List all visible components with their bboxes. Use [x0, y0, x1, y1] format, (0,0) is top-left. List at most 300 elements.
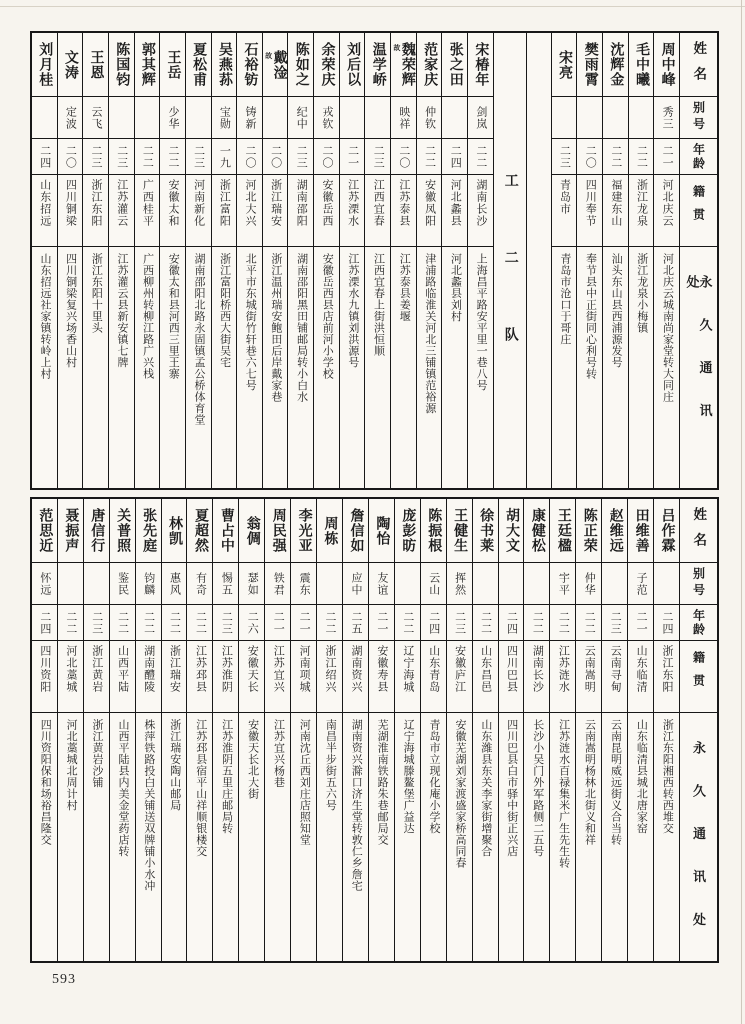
person-address: 广西柳州转柳江路广兴栈	[141, 253, 154, 380]
blank-column	[527, 33, 552, 488]
address-cell	[32, 247, 57, 488]
person-age: 二一	[661, 144, 674, 169]
person-name: 石裕钫	[242, 42, 258, 87]
person-address: 安徽岳西县店前河小学校	[321, 253, 334, 380]
age-cell	[340, 139, 365, 175]
person-alias: 秀三	[661, 105, 674, 130]
origin-cell	[314, 175, 339, 247]
origin-cell	[602, 641, 627, 713]
person-name: 康健松	[529, 508, 545, 553]
person-address: 浙江温州瑞安鲍田后岸戴家巷	[269, 253, 282, 403]
age-cell	[654, 139, 679, 175]
name-cell	[550, 499, 575, 563]
alias-cell	[317, 563, 342, 605]
person-address: 南昌半步街五六号	[324, 719, 337, 811]
age-cell	[136, 605, 161, 641]
origin-cell	[58, 175, 83, 247]
age-cell	[577, 139, 602, 175]
origin-cell	[186, 175, 211, 247]
alias-cell	[468, 97, 493, 139]
person-name: 宋椿年	[473, 42, 489, 87]
person-name: 刘月桂	[37, 42, 53, 87]
age-cell	[314, 139, 339, 175]
name-cell	[32, 499, 57, 563]
alias-cell	[395, 563, 420, 605]
address-cell	[654, 713, 679, 961]
person-age: 二〇	[320, 144, 333, 169]
person-name: 赵维远	[607, 508, 623, 553]
name-cell	[602, 499, 627, 563]
age-cell	[32, 605, 57, 641]
person-age: 二四	[38, 144, 51, 169]
person-column	[317, 499, 343, 961]
person-column	[291, 499, 317, 961]
name-cell	[109, 33, 134, 97]
person-column	[654, 499, 680, 961]
age-cell	[499, 605, 524, 641]
address-cell	[365, 247, 390, 488]
person-column	[263, 33, 289, 488]
person-address: 四川资阳保和场裕昌隆交	[39, 719, 52, 846]
alias-cell	[109, 97, 134, 139]
name-cell	[84, 499, 109, 563]
person-origin: 江苏邳县	[194, 645, 207, 693]
alias-cell	[340, 97, 365, 139]
person-alias: 宇平	[557, 571, 570, 596]
person-origin: 浙江东阳	[661, 645, 674, 693]
person-address: 安徽天长北大街	[246, 719, 259, 800]
person-address: 津浦路临淮关河北三铺镇范裕源	[423, 253, 436, 414]
person-address: 四川巴县白市驿中街正兴店	[505, 719, 518, 857]
person-address: 山东临清县城北唐家窑	[635, 719, 648, 834]
alias-cell	[186, 97, 211, 139]
address-cell	[391, 247, 416, 488]
person-origin: 青岛市	[558, 179, 571, 215]
origin-cell	[417, 175, 442, 247]
person-name: 周中峰	[659, 42, 675, 87]
person-origin: 浙江绍兴	[324, 645, 337, 693]
person-alias: 钧麟	[142, 571, 155, 596]
person-origin: 安徽岳西	[320, 179, 333, 227]
origin-cell	[288, 175, 313, 247]
person-name: 关普照	[115, 508, 131, 553]
name-cell	[160, 33, 185, 97]
person-age: 二二	[141, 144, 154, 169]
person-age: 二四	[427, 610, 440, 635]
person-age: 二二	[474, 144, 487, 169]
address-cell	[340, 247, 365, 488]
person-address: 江苏灌云县新安镇七牌	[115, 253, 128, 368]
alias-cell	[473, 563, 498, 605]
person-name: 沈辉金	[608, 42, 624, 87]
person-alias: 戎钦	[320, 105, 333, 130]
person-column	[391, 33, 417, 488]
alias-cell	[629, 97, 654, 139]
person-age: 二三	[609, 610, 622, 635]
person-column	[84, 499, 110, 961]
person-origin: 江西宜春	[372, 179, 385, 227]
origin-cell	[421, 641, 446, 713]
person-name: 林凯	[167, 515, 183, 546]
origin-cell	[499, 641, 524, 713]
person-address: 北平市东城街竹轩巷六七号	[244, 253, 257, 391]
origin-cell	[187, 641, 212, 713]
age-cell	[239, 605, 264, 641]
person-column	[442, 33, 468, 488]
alias-cell	[160, 97, 185, 139]
alias-cell	[421, 563, 446, 605]
name-cell	[577, 33, 602, 97]
name-cell	[162, 499, 187, 563]
address-cell	[343, 713, 368, 961]
person-origin: 浙江东阳	[90, 179, 103, 227]
origin-cell	[32, 175, 57, 247]
address-cell	[109, 247, 134, 488]
person-alias: 铸新	[243, 105, 256, 130]
person-name: 文涛	[62, 49, 78, 80]
person-address: 云南嵩明杨林北街义和祥	[583, 719, 596, 846]
name-cell	[395, 499, 420, 563]
person-column	[32, 33, 58, 488]
name-cell	[239, 499, 264, 563]
alias-cell	[265, 563, 290, 605]
person-address: 江苏溧水九镇刘洪源号	[346, 253, 359, 368]
alias-cell	[603, 97, 628, 139]
person-age: 二二	[583, 610, 596, 635]
person-alias: 定波	[64, 105, 77, 130]
person-alias: 仲华	[583, 571, 596, 596]
origin-cell	[524, 641, 549, 713]
name-cell	[628, 499, 653, 563]
age-cell	[135, 139, 160, 175]
person-name: 温学峤	[370, 42, 386, 87]
address-cell	[468, 247, 493, 488]
person-column	[160, 33, 186, 488]
name-cell	[237, 33, 262, 97]
person-age: 二四	[505, 610, 518, 635]
person-origin: 山东招远	[38, 179, 51, 227]
person-alias: 怀远	[38, 571, 51, 596]
header-name-label: 姓名	[691, 40, 707, 93]
person-address: 湖南资兴滁口济生堂转敦仁乡詹宅	[350, 719, 363, 892]
person-origin: 河南新化	[192, 179, 205, 227]
person-column	[265, 499, 291, 961]
person-origin: 山东青岛	[427, 645, 440, 693]
person-name: 范家庆	[422, 42, 438, 87]
person-address: 长沙小吴门外军路侧二五号	[531, 719, 544, 857]
alias-cell	[212, 97, 237, 139]
person-age: 二二	[479, 610, 492, 635]
person-address: 江苏邳县宿平山祥顺银楼交	[194, 719, 207, 857]
person-name: 戴淦 故	[264, 49, 287, 80]
address-cell	[550, 713, 575, 961]
person-origin: 安徽寿县	[375, 645, 388, 693]
person-address: 芜湖淮南铁路朱巷邮局交	[376, 719, 389, 846]
person-column	[417, 33, 443, 488]
origin-cell	[160, 175, 185, 247]
header-column	[680, 33, 717, 488]
person-alias: 鉴民	[116, 571, 129, 596]
address-cell	[186, 247, 211, 488]
origin-cell	[654, 641, 679, 713]
person-address: 汕头东山县西浦源发号	[610, 253, 623, 368]
age-cell	[288, 139, 313, 175]
person-origin: 湖南邵阳	[295, 179, 308, 227]
age-cell	[442, 139, 467, 175]
person-age: 二二	[116, 610, 129, 635]
origin-cell	[468, 175, 493, 247]
age-cell	[291, 605, 316, 641]
person-origin: 河北藁城	[64, 645, 77, 693]
person-age: 二三	[90, 144, 103, 169]
person-origin: 浙江龙泉	[635, 179, 648, 227]
person-age: 二一	[272, 610, 285, 635]
origin-cell	[552, 175, 577, 247]
person-column	[58, 33, 84, 488]
name-cell	[365, 33, 390, 97]
header-origin-label: 籍贯	[691, 651, 706, 697]
person-name: 夏超然	[192, 508, 208, 553]
alias-cell	[110, 563, 135, 605]
person-name: 吴燕荪	[216, 42, 232, 87]
name-cell	[629, 33, 654, 97]
person-alias: 宝勋	[218, 105, 231, 130]
person-origin: 湖南长沙	[531, 645, 544, 693]
name-cell	[654, 33, 679, 97]
name-cell	[58, 33, 83, 97]
age-cell	[160, 139, 185, 175]
origin-cell	[391, 175, 416, 247]
person-alias: 云山	[427, 571, 440, 596]
person-column	[239, 499, 265, 961]
alias-cell	[654, 97, 679, 139]
origin-cell	[32, 641, 57, 713]
person-origin: 江苏涟水	[557, 645, 570, 693]
origin-cell	[84, 641, 109, 713]
person-name: 郭其辉	[139, 42, 155, 87]
person-address: 河北庆云城南尚家堂转大同庄	[661, 253, 674, 403]
name-cell	[468, 33, 493, 97]
name-cell	[212, 33, 237, 97]
person-age: 二二	[557, 610, 570, 635]
person-address: 安徽芜湖刘家渡盛家桥高同春	[453, 719, 466, 869]
page-number: 593	[52, 972, 76, 987]
address-cell	[136, 713, 161, 961]
person-name: 庞彭昉	[400, 508, 416, 553]
alias-cell	[576, 563, 601, 605]
name-cell	[343, 499, 368, 563]
name-cell	[186, 33, 211, 97]
person-name: 徐书莱	[478, 508, 494, 553]
age-cell	[576, 605, 601, 641]
address-cell	[369, 713, 394, 961]
person-age: 二二	[167, 144, 180, 169]
person-origin: 河南项城	[298, 645, 311, 693]
person-column	[314, 33, 340, 488]
origin-cell	[395, 641, 420, 713]
person-age: 二一	[375, 610, 388, 635]
person-alias: 剑岚	[474, 105, 487, 130]
origin-cell	[237, 175, 262, 247]
header-address-cell	[680, 713, 717, 961]
name-cell	[263, 33, 288, 97]
alias-cell	[187, 563, 212, 605]
person-age: 二〇	[269, 144, 282, 169]
person-age: 二〇	[243, 144, 256, 169]
address-cell	[602, 713, 627, 961]
person-name: 陈如之	[293, 42, 309, 87]
person-origin: 四川巴县	[505, 645, 518, 693]
person-column	[135, 33, 161, 488]
age-cell	[213, 605, 238, 641]
age-cell	[391, 139, 416, 175]
person-address: 浙江东阳湘西转西堆交	[661, 719, 674, 834]
alias-cell	[213, 563, 238, 605]
address-cell	[603, 247, 628, 488]
person-age: 二三	[295, 144, 308, 169]
alias-cell	[239, 563, 264, 605]
person-alias: 子范	[635, 571, 648, 596]
person-alias: 瑟如	[246, 571, 259, 596]
alias-cell	[343, 563, 368, 605]
address-cell	[524, 713, 549, 961]
person-age: 二六	[246, 610, 259, 635]
person-name: 吕作霖	[659, 508, 675, 553]
roster-table-top	[30, 31, 719, 490]
age-cell	[84, 605, 109, 641]
alias-cell	[32, 97, 57, 139]
person-name: 陈国钧	[114, 42, 130, 87]
section-label	[494, 33, 526, 488]
age-cell	[447, 605, 472, 641]
person-origin: 江苏淮阴	[220, 645, 233, 693]
header-address-label: 永久通讯处	[684, 275, 713, 447]
origin-cell	[340, 175, 365, 247]
person-address: 江苏涟水百禄集米广生先生转	[557, 719, 570, 869]
origin-cell	[58, 641, 83, 713]
person-column	[468, 33, 494, 488]
address-cell	[317, 713, 342, 961]
person-origin: 辽宁海城	[401, 645, 414, 693]
person-origin: 河北庆云	[661, 179, 674, 227]
person-column	[369, 499, 395, 961]
name-cell	[654, 499, 679, 563]
person-column	[213, 499, 239, 961]
header-address-label: 永久通讯处	[691, 741, 706, 956]
name-cell	[187, 499, 212, 563]
person-note: 故	[392, 44, 401, 51]
alias-cell	[602, 563, 627, 605]
person-age: 二二	[635, 144, 648, 169]
alias-cell	[369, 563, 394, 605]
person-name: 范思近	[37, 508, 53, 553]
header-age-cell	[680, 139, 717, 175]
person-name: 周栋	[322, 515, 338, 546]
person-name: 刘后以	[345, 42, 361, 87]
person-address: 安徽太和县河西三里王寨	[167, 253, 180, 380]
header-alias-cell	[680, 563, 717, 605]
origin-cell	[577, 175, 602, 247]
person-address: 青岛市立现化庵小学校	[428, 719, 441, 834]
person-origin: 山东临清	[635, 645, 648, 693]
name-cell	[417, 33, 442, 97]
address-cell	[442, 247, 467, 488]
person-address: 云南昆明威远街义合当转	[609, 719, 622, 846]
header-name-cell	[680, 33, 717, 97]
address-cell	[576, 713, 601, 961]
name-cell	[32, 33, 57, 97]
address-cell	[58, 713, 83, 961]
person-alias: 惕五	[220, 571, 233, 596]
name-cell	[83, 33, 108, 97]
age-cell	[552, 139, 577, 175]
address-cell	[58, 247, 83, 488]
person-column	[524, 499, 550, 961]
person-name: 张先庭	[141, 508, 157, 553]
origin-cell	[265, 641, 290, 713]
person-age: 二三	[90, 610, 103, 635]
person-age: 二一	[635, 610, 648, 635]
person-name: 樊雨霄	[582, 42, 598, 87]
address-cell	[265, 713, 290, 961]
person-origin: 福建东山	[609, 179, 622, 227]
header-column	[680, 499, 717, 961]
address-cell	[162, 713, 187, 961]
age-cell	[365, 139, 390, 175]
origin-cell	[365, 175, 390, 247]
person-column	[473, 499, 499, 961]
name-cell	[265, 499, 290, 563]
person-name: 胡大文	[504, 508, 519, 553]
person-age: 二二	[531, 610, 544, 635]
name-cell	[213, 499, 238, 563]
age-cell	[83, 139, 108, 175]
person-address: 河南沈丘西刘庄店照知堂	[298, 719, 311, 846]
age-cell	[654, 605, 679, 641]
alias-cell	[263, 97, 288, 139]
age-cell	[369, 605, 394, 641]
address-cell	[417, 247, 442, 488]
person-column	[109, 33, 135, 488]
person-age: 二〇	[64, 144, 77, 169]
person-address: 江苏宜兴杨巷	[272, 719, 285, 788]
age-cell	[32, 139, 57, 175]
person-origin: 四川资阳	[38, 645, 51, 693]
person-address: 河北藁城北周计村	[65, 719, 78, 811]
person-origin: 江苏溧水	[346, 179, 359, 227]
alias-cell	[58, 563, 83, 605]
address-cell	[239, 713, 264, 961]
person-address: 株萍铁路投白关铺送双牌铺小水冲	[142, 719, 155, 892]
address-cell	[212, 247, 237, 488]
alias-cell	[391, 97, 416, 139]
person-origin: 广西桂平	[141, 179, 154, 227]
person-alias: 少华	[167, 105, 180, 130]
name-cell	[421, 499, 446, 563]
alias-cell	[524, 563, 549, 605]
person-alias: 有奇	[194, 571, 207, 596]
person-name: 周民强	[270, 508, 286, 553]
alias-cell	[288, 97, 313, 139]
person-column	[550, 499, 576, 961]
header-origin-cell	[680, 641, 717, 713]
person-age: 一九	[218, 144, 231, 169]
person-name: 唐信行	[89, 508, 105, 553]
person-origin: 湖南醴陵	[142, 645, 155, 693]
address-cell	[84, 713, 109, 961]
person-column	[343, 499, 369, 961]
person-column	[447, 499, 473, 961]
